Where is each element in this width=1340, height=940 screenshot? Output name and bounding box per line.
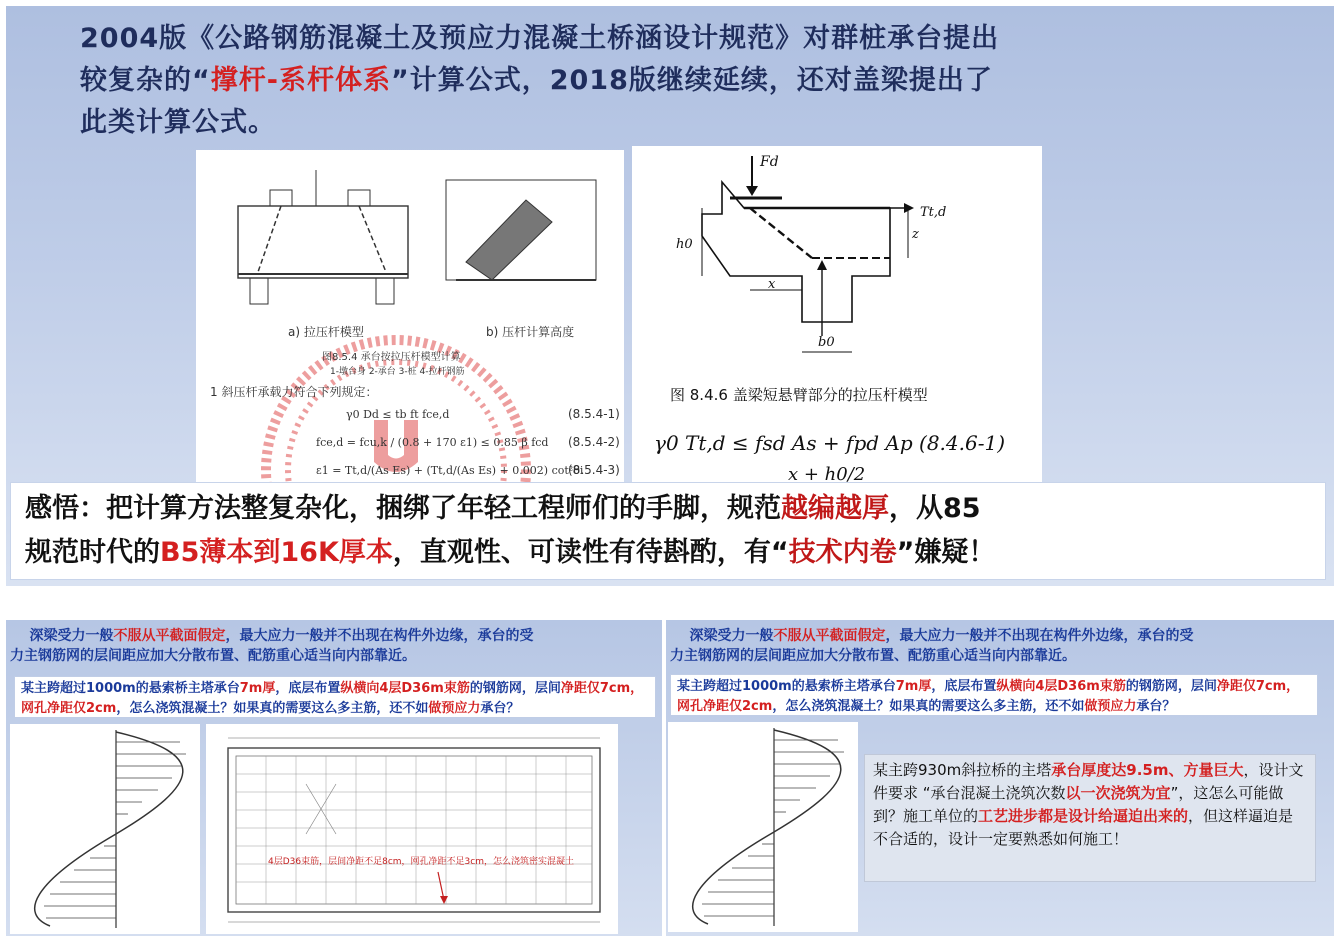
note-g: ，但这样逼迫是不合适的，设计一定要熟悉如何施工！ [873, 807, 1294, 848]
cap-beam-figure [632, 146, 1042, 482]
example-box-right [670, 674, 1318, 716]
ex-b: 7m厚 [895, 679, 932, 694]
top-slide [6, 6, 1334, 586]
note-a: 某主跨930m斜拉桥的主塔 [873, 761, 1052, 779]
ex-h: ，怎么浇筑混凝土？如果真的需要这么多主筋，还不如 [772, 699, 1085, 714]
clause-text: 1 斜压杆承载力符合下列规定： [210, 385, 378, 399]
insight-box [10, 482, 1326, 580]
eq-number-3: (8.5.4-3) [568, 463, 620, 477]
ex-a: 某主跨超过1000m的悬索桥主塔承台 [21, 681, 240, 696]
cap-beam-caption: 图 8.4.6 盖梁短悬臂部分的拉压杆模型 [670, 386, 928, 404]
insight-p1b: ，从85 [889, 493, 981, 524]
headline-line-3: 此类计算公式。 [80, 107, 276, 138]
pile-cap-figure [196, 150, 624, 482]
ex-i: 做预应力 [1084, 699, 1137, 714]
rebar-drawing-panel [206, 724, 618, 934]
pile-cap-drawing [196, 150, 624, 482]
eq-number-1: (8.5.4-1) [568, 407, 620, 421]
load-label: Fd [760, 154, 779, 170]
insight-p1: 感悟：把计算方法整复杂化，捆绑了年轻工程师们的手脚，规范 [25, 493, 781, 524]
ex-i: 做预应力 [428, 701, 481, 716]
svg-text:fce,d = fcu,k / (0.8 + 170 ε1): fce,d = fcu,k / (0.8 + 170 ε1) ≤ 0.85 β fcd [316, 436, 549, 449]
deep-title-b: 不服从平截面假定 [773, 628, 886, 644]
bottom-right-slide [666, 620, 1334, 936]
cap-beam-formula-2: x + h0/2 [788, 464, 866, 482]
eq-number-2: (8.5.4-2) [568, 435, 620, 449]
svg-text:ε1 = Tt,d/(As Es) + (Tt,d/(As: ε1 = Tt,d/(As Es) + (Tt,d/(As Es) + 0.002) cot²θi [316, 464, 584, 477]
note-box [864, 754, 1316, 882]
headline-line-2c: ”计算公式，2018版继续延续，还对盖梁提出了 [390, 65, 993, 96]
note-b: 承台厚度达9.5m、方量巨大 [1051, 761, 1244, 779]
insight-p2b: ，直观性、可读性有待斟酌，有“ [392, 537, 789, 568]
deep-title-d: 力主钢筋网的层间距应加大分散布置、配筋重心适当向内部靠近。 [10, 648, 416, 664]
drawing-annotation: 4层D36束筋，层间净距不足8cm，网孔净距不足3cm，怎么浇筑密实混凝土 [268, 857, 574, 867]
svg-text:γ0 Dd ≤ tb ft fce,d: γ0 Dd ≤ tb ft fce,d [346, 408, 450, 421]
example-box-left [14, 676, 656, 718]
cap-beam-formula: γ0 Tt,d ≤ fsd As + fpd Ap (8.4.6-1) [654, 431, 1005, 455]
stress-curve-right [668, 722, 858, 932]
note-e: ”，这怎么可能做到？施工单位的 [873, 784, 1284, 825]
caption-b: b) 压杆计算高度 [486, 325, 575, 339]
ex-c: ，底层布置 [275, 681, 341, 696]
deep-title-b: 不服从平截面假定 [113, 628, 226, 644]
insight-highlight-3: 技术内卷 [788, 537, 897, 568]
caption-a: a) 拉压杆模型 [288, 325, 364, 339]
insight-highlight-1: 越编越厚 [781, 493, 889, 524]
b0-label: b0 [818, 335, 835, 350]
x-label: x [768, 277, 776, 292]
deep-beam-title-left [10, 626, 658, 666]
deep-beam-title-right [670, 626, 1330, 666]
cap-beam-drawing [632, 146, 1042, 482]
ex-d: 纵横向4层D36m束筋 [996, 679, 1126, 694]
deep-title-c: ，最大应力一般并不出现在构件外边缘，承台的受 [225, 628, 534, 644]
ex-g: 仅7cm，网孔净距仅2cm [21, 681, 644, 716]
deep-title-a: 深梁受力一般 [689, 628, 774, 644]
headline-line-1: 2004版《公路钢筋混凝土及预应力混凝土桥涵设计规范》对群桩承台提出 [80, 23, 1000, 54]
ex-b: 7m厚 [239, 681, 276, 696]
caption-main: 图8.5.4 承台按拉压杆模型计算 [322, 352, 461, 363]
deep-title-d: 力主钢筋网的层间距应加大分散布置、配筋重心适当向内部靠近。 [670, 648, 1076, 664]
deep-title-c: ，最大应力一般并不出现在构件外边缘，承台的受 [885, 628, 1194, 644]
h0-label: h0 [676, 237, 693, 252]
ex-e: 的钢筋网，层间 [469, 681, 561, 696]
insight-p2a: 规范时代的 [25, 537, 160, 568]
insight-p2c: ”嫌疑！ [896, 537, 996, 568]
bottom-left-slide [6, 620, 662, 936]
rebar-drawing [206, 724, 618, 934]
note-c: ，设计文件要求 “承台混凝土浇筑次数 [873, 761, 1304, 802]
tie-label: Tt,d [920, 205, 947, 220]
caption-sub: 1-墩台身 2-承台 3-桩 4-拉杆钢筋 [330, 367, 465, 377]
insight-highlight-2: B5薄本到16K厚本 [160, 537, 393, 568]
z-label: z [912, 227, 919, 242]
note-f: 工艺进步都是设计给逼迫出来的 [978, 807, 1189, 825]
headline-line-2a: 较复杂的“ [80, 65, 211, 96]
ex-d: 纵横向4层D36m束筋 [340, 681, 470, 696]
ex-a: 某主跨超过1000m的悬索桥主塔承台 [677, 679, 896, 694]
ex-g: 仅7cm，网孔净距仅2cm [677, 679, 1300, 714]
stress-curve-left [10, 724, 200, 934]
ex-f: 净距 [560, 681, 587, 696]
stress-diagram-left [10, 724, 200, 934]
deep-title-a: 深梁受力一般 [29, 628, 114, 644]
ex-c: ，底层布置 [931, 679, 997, 694]
ex-j: 承台？ [480, 701, 520, 716]
ex-e: 的钢筋网，层间 [1125, 679, 1217, 694]
note-d: 以一次浇筑为宜 [1065, 784, 1171, 802]
ex-f: 净距 [1216, 679, 1243, 694]
headline-highlight: 撑杆-系杆体系 [210, 65, 391, 96]
ex-j: 承台？ [1136, 699, 1176, 714]
headline [80, 18, 1270, 144]
stress-diagram-right [668, 722, 858, 932]
ex-h: ，怎么浇筑混凝土？如果真的需要这么多主筋，还不如 [116, 701, 429, 716]
